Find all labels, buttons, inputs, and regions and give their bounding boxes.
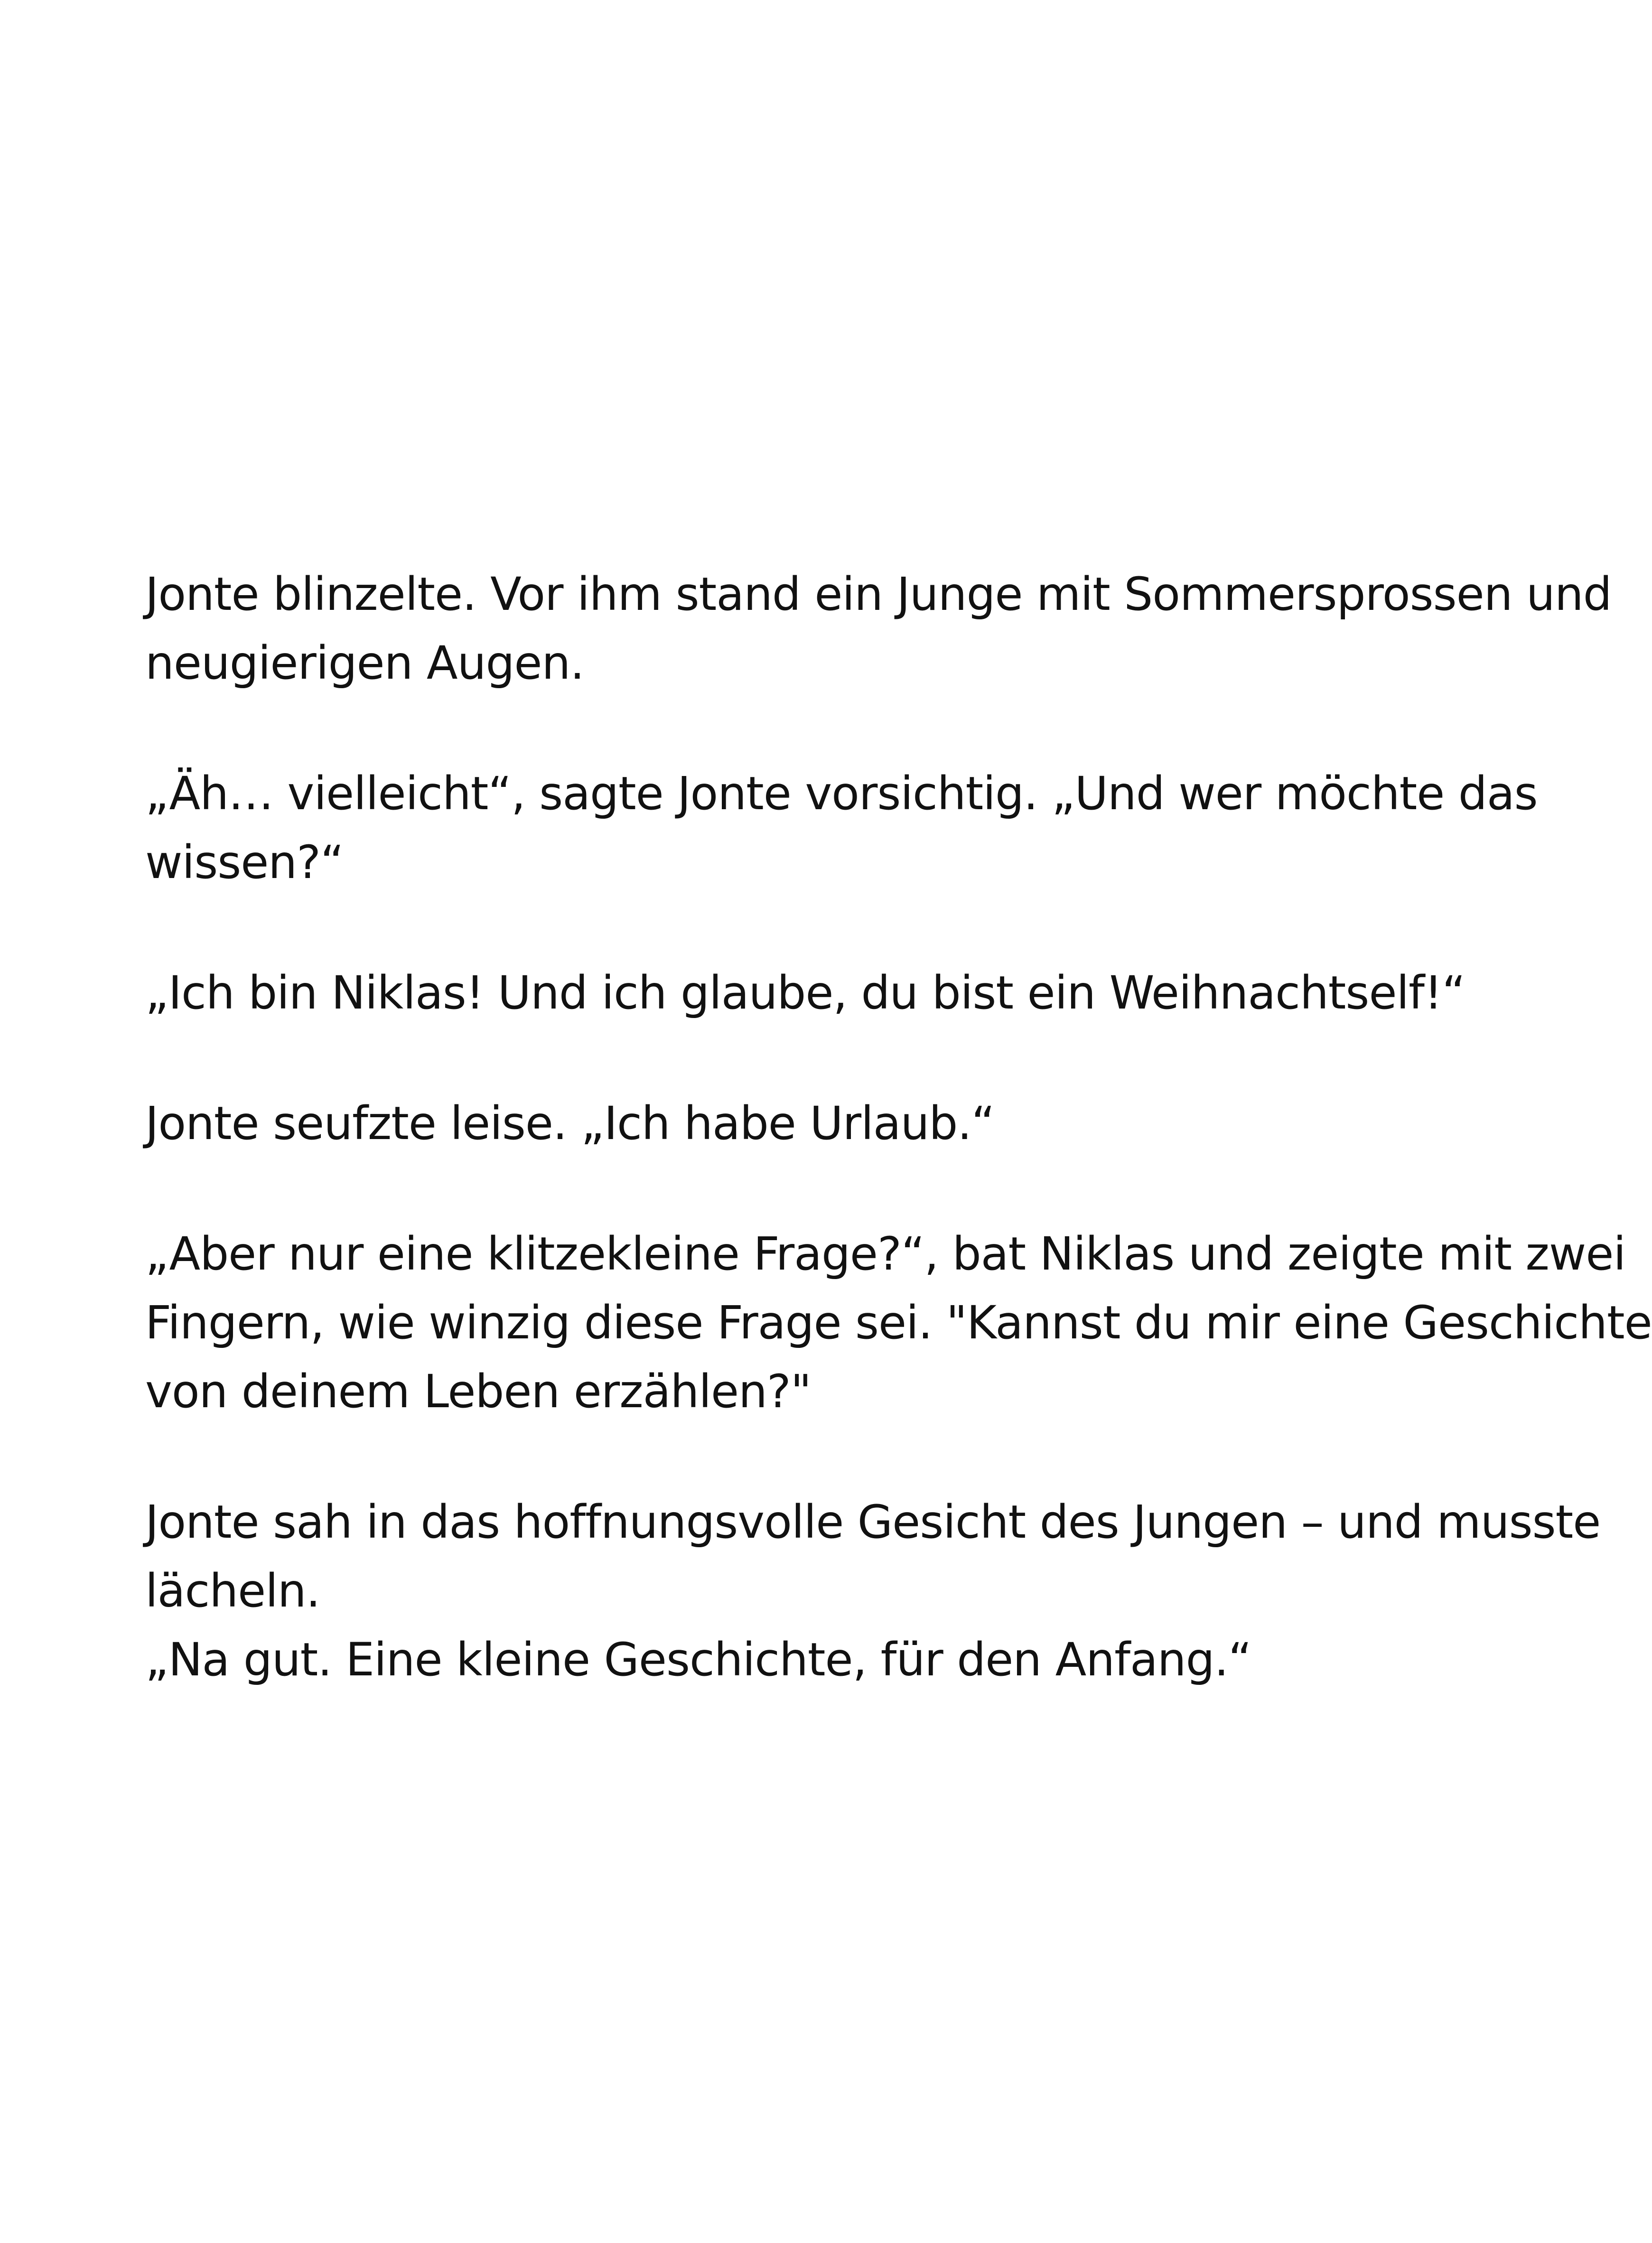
text-line: wissen?“ (145, 836, 344, 889)
text-line: Jonte seufzte leise. „Ich habe Urlaub.“ (145, 1097, 995, 1150)
text-line: „Ich bin Niklas! Und ich glaube, du bist ein Weihnachtself!“ (145, 966, 1465, 1019)
paragraph-2 (145, 759, 1538, 897)
text-line: „Äh… vielleicht“, sagte Jonte vorsichtig. „Und wer möchte das (145, 767, 1538, 820)
paragraph-3 (145, 959, 1465, 1028)
paragraph-4 (145, 1089, 1294, 1158)
paragraph-5 (145, 1220, 1652, 1426)
text-line: Fingern, wie winzig diese Frage sei. "Kannst du mir eine Geschichte (145, 1296, 1652, 1349)
text-line: Jonte blinzelte. Vor ihm stand ein Junge mit Sommersprossen und (145, 568, 1612, 621)
story-text (145, 560, 1652, 1694)
paragraph-6 (145, 1488, 1601, 1694)
text-line: von deinem Leben erzählen?" (145, 1365, 812, 1418)
text-line: Jonte sah in das hoffnungsvolle Gesicht des Jungen – und musste (145, 1495, 1601, 1549)
text-line: neugierigen Augen. (145, 636, 584, 690)
text-line: lächeln. (145, 1564, 320, 1617)
text-line: „Aber nur eine klitzekleine Frage?“, bat Niklas und zeigte mit zwei (145, 1227, 1626, 1280)
text-line: „Na gut. Eine kleine Geschichte, für den Anfang.“ (145, 1633, 1251, 1686)
paragraph-1 (145, 560, 1612, 698)
